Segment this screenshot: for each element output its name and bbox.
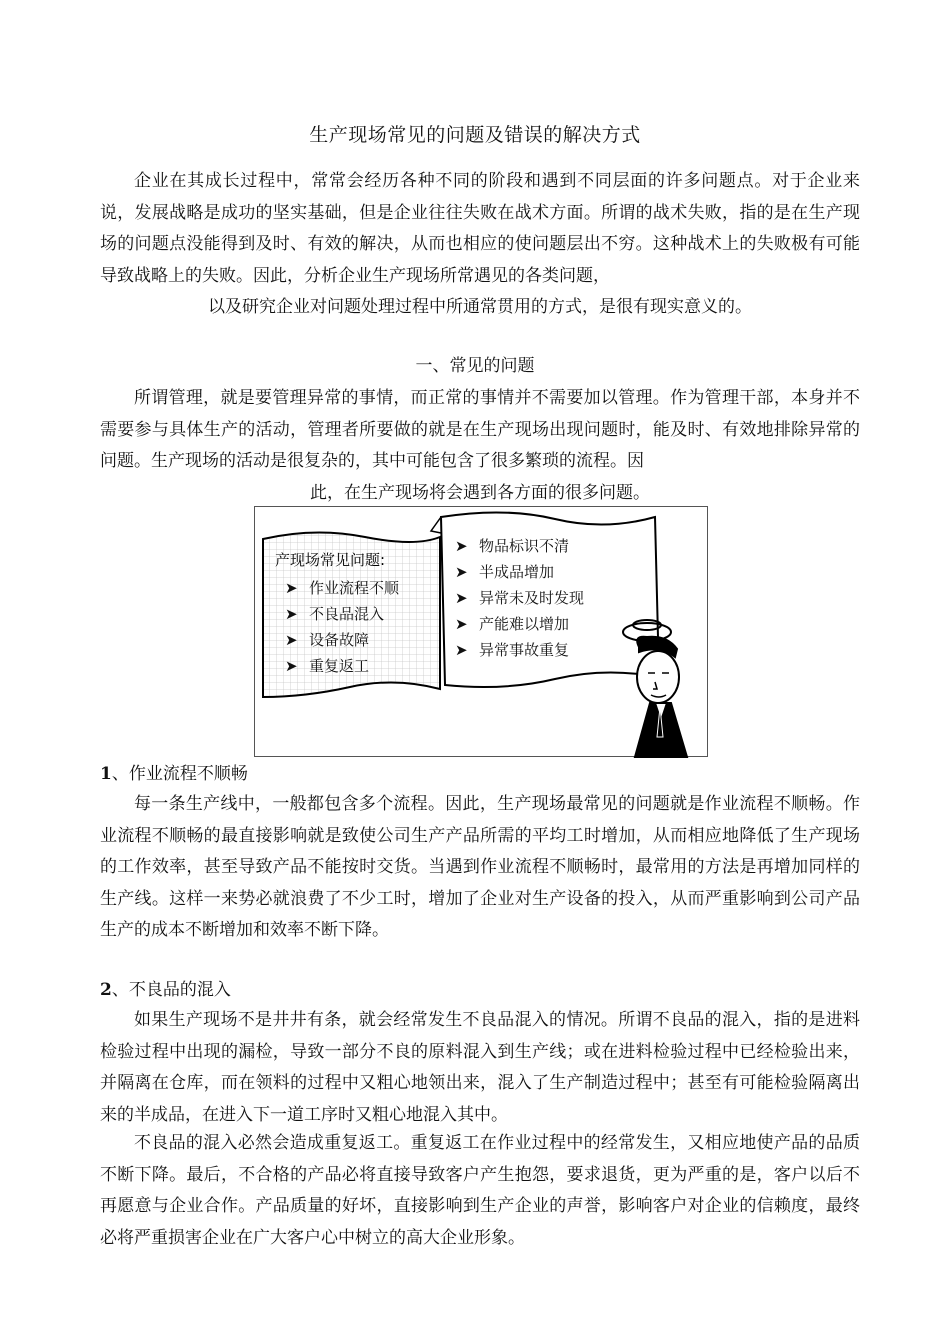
figure-right-item: ➤ 物品标识不清 (455, 537, 570, 555)
figure-left-item: ➤ 不良品混入 (285, 605, 385, 623)
arrow-icon: ➤ (285, 657, 298, 675)
item1-number: 1 (100, 764, 112, 784)
section-paragraph (100, 383, 860, 509)
item1-title: 、作业流程不顺畅 (111, 764, 248, 784)
figure-right-item: ➤ 异常未及时发现 (455, 589, 585, 607)
arrow-icon: ➤ (285, 605, 298, 623)
item2-paragraph-2: 不良品的混入必然会造成重复返工。重复返工在作业过程中的经常发生，又相应地使产品的品质不断下降。最后，不合格的产品必将直接导致客户产生抱怨，要求退货，更为严重的是，客户以后不再愿意与企业合作。产品质量的好坏，直接影响到生产企业的声誉，影响客户对企业的信赖度，最终必将严重损害企业在广大客户心中树立的高大企业形象。 (100, 1133, 860, 1248)
arrow-icon: ➤ (455, 641, 468, 659)
arrow-icon: ➤ (285, 579, 298, 597)
intro-text: 企业在其成长过程中，常常会经历各种不同的阶段和遇到不同层面的许多问题点。对于企业来说，发展战略是成功的坚实基础，但是企业往往失败在战术方面。所谓的战术失败，指的是在生产现场的问题点没能得到及时、有效的解决，从而也相应的使问题层出不穷。这种战术上的失败极有可能导致战略上的失败。因此，分析企业生产现场所常遇见的各类问题， (100, 171, 860, 286)
figure-left-item: ➤ 重复返工 (285, 657, 370, 675)
item2-heading (100, 975, 231, 1005)
item1-heading (100, 759, 248, 789)
item2-number: 2 (100, 980, 112, 1000)
figure-left-item: ➤ 作业流程不顺 (285, 579, 400, 597)
arrow-icon: ➤ (455, 563, 468, 581)
figure-right-item: ➤ 产能难以增加 (455, 615, 570, 633)
intro-last-line: 以及研究企业对问题处理过程中所通常贯用的方式，是很有现实意义的。 (208, 297, 752, 317)
arrow-icon: ➤ (455, 615, 468, 633)
problems-illustration (254, 506, 708, 757)
item1-paragraph: 每一条生产线中，一般都包含多个流程。因此，生产现场最常见的问题就是作业流程不顺畅。作业流程不顺畅的最直接影响就是致使公司生产产品所需的平均工时增加，从而相应地降低了生产现场的工作效率，甚至导致产品不能按时交货。当遇到作业流程不顺畅时，最常用的方法是再增加同样的生产线。这样一来势必就浪费了不少工时，增加了企业对生产设备的投入，从而严重影响到公司产品生产的成本不断增加和效率不断下降。 (100, 794, 860, 940)
arrow-icon: ➤ (285, 631, 298, 649)
figure-left-item: ➤ 设备故障 (285, 631, 370, 649)
arrow-icon: ➤ (455, 537, 468, 555)
section-text: 所谓管理，就是要管理异常的事情，而正常的事情并不需要加以管理。作为管理干部，本身并不需要参与具体生产的活动，管理者所要做的就是在生产现场出现问题时，能及时、有效地排除异常的问题。生产现场的活动是很复杂的，其中可能包含了很多繁琐的流程。因 (100, 388, 860, 471)
section-last-line: 此，在生产现场将会遇到各方面的很多问题。 (310, 482, 650, 503)
page-title: 生产现场常见的问题及错误的解决方式 (309, 124, 641, 146)
figure-right-item: ➤ 半成品增加 (455, 563, 555, 581)
item2-title: 、不良品的混入 (111, 980, 231, 1000)
section-heading: 一、常见的问题 (415, 356, 535, 376)
item2-paragraph-1: 如果生产现场不是井井有条，就会经常发生不良品混入的情况。所谓不良品的混入，指的是进料检验过程中出现的漏检，导致一部分不良的原料混入到生产线；或在进料检验过程中已经检验出来，并隔离在仓库，而在领料的过程中又粗心地领出来，混入了生产制造过程中；甚至有可能检验隔离出来的半成品，在进入下一道工序时又粗心地混入其中。 (100, 1010, 860, 1125)
intro-paragraph (100, 166, 860, 324)
arrow-icon: ➤ (455, 589, 468, 607)
figure-right-item: ➤ 异常事故重复 (455, 641, 570, 659)
figure-left-heading: 产现场常见问题: (275, 551, 386, 569)
